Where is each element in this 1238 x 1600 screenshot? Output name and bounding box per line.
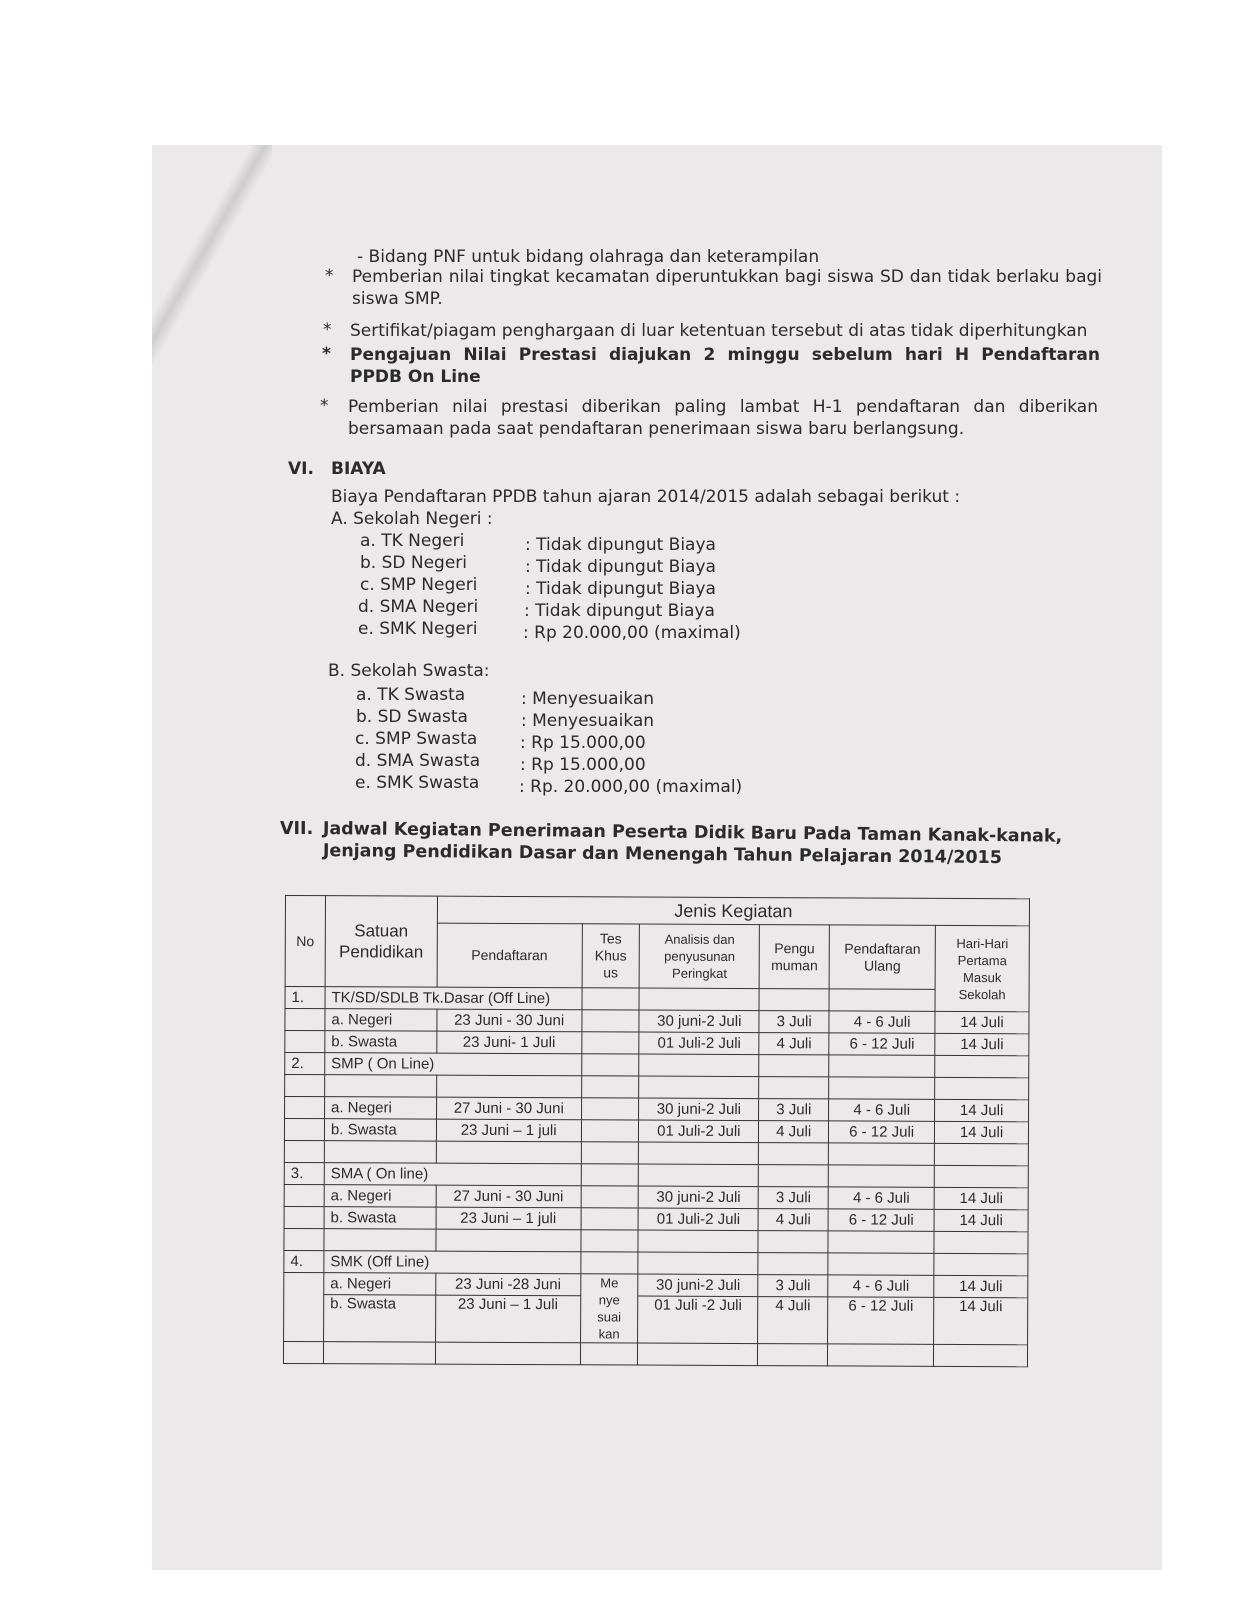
note-sertifikat: Sertifikat/piagam penghargaan di luar ketentuan tersebut di atas tidak diperhitungkan [350,321,1088,341]
negeri-label: d. SMA Negeri [358,597,479,617]
row-pengumuman: 4 Juli [759,1033,829,1055]
group-name: SMA ( On line) [324,1163,581,1186]
swasta-label: c. SMP Swasta [355,729,478,749]
row-pendaftaran: 23 Juni – 1 Juli [435,1295,580,1343]
note-pengajuan: Pengajuan Nilai Prestasi diajukan 2 minggu sebelum hari H Pendaftaran PPDB On Line [350,345,1100,387]
swasta-value: : Rp. 20.000,00 (maximal) [519,777,743,797]
section-number: VI. [288,459,314,479]
row-name: b. Swasta [323,1295,435,1342]
swasta-value: : Menyesuaikan [521,711,655,731]
row-pendaftaran: 27 Juni - 30 Juni [436,1185,581,1208]
table-row-spacer [285,1075,1029,1100]
table-row [284,1250,1028,1275]
header-no: No [285,896,325,987]
row-name: a. Negeri [324,1185,436,1207]
row-analisis: 01 Juli -2 Juli [638,1296,758,1344]
bullet-marker: * [320,396,329,416]
row-pendaftaran: 23 Juni - 30 Juni [437,1009,582,1032]
sekolah-negeri-title: A. Sekolah Negeri : [331,509,493,529]
table-row-spacer [284,1228,1028,1253]
row-name: b. Swasta [324,1207,436,1229]
row-masuk: 14 Juli [934,1297,1028,1344]
row-ulang: 4 - 6 Juli [829,1011,935,1033]
row-masuk: 14 Juli [935,1099,1029,1121]
swasta-label: a. TK Swasta [356,685,466,705]
negeri-label: c. SMP Negeri [360,575,478,595]
row-name: a. Negeri [325,1009,437,1031]
negeri-value: : Tidak dipungut Biaya [524,601,715,621]
row-pengumuman: 3 Juli [758,1275,828,1297]
negeri-value: : Tidak dipungut Biaya [525,579,716,599]
row-pendaftaran: 23 Juni – 1 juli [436,1207,581,1230]
negeri-value: : Tidak dipungut Biaya [525,535,716,555]
row-name: b. Swasta [324,1119,436,1141]
row-analisis: 30 juni-2 Juli [639,1186,759,1209]
negeri-value: : Rp 20.000,00 (maximal) [523,623,741,643]
table-row [285,1053,1029,1078]
header-pendaftaran: Pendaftaran [437,923,582,988]
row-pengumuman: 4 Juli [758,1209,828,1231]
group-name: SMK (Off Line) [324,1251,581,1274]
row-pengumuman: 4 Juli [758,1297,828,1344]
table-row [285,1031,1029,1056]
row-masuk: 14 Juli [935,1011,1029,1033]
row-pendaftaran: 23 Juni- 1 Juli [437,1031,582,1054]
row-pendaftaran: 23 Juni – 1 juli [436,1119,581,1142]
biaya-intro: Biaya Pendaftaran PPDB tahun ajaran 2014/2015 adalah sebagai berikut : [331,487,961,507]
section-title-jadwal-line2: Jenjang Pendidikan Dasar dan Menengah Tahun Pelajaran 2014/2015 [322,840,1003,869]
group-number: 1. [285,987,325,1009]
swasta-value: : Rp 15.000,00 [520,755,646,775]
note-pemberian: Pemberian nilai prestasi diberikan paling lambat H-1 pendaftaran dan diberikan bersamaan pada saat pendaftaran penerimaan siswa baru berlangsung. [348,397,1098,439]
row-analisis: 01 Juli-2 Juli [639,1032,759,1055]
row-masuk: 14 Juli [934,1275,1028,1297]
row-name: a. Negeri [324,1097,436,1119]
swasta-label: b. SD Swasta [356,707,468,727]
table-row [284,1206,1028,1231]
row-pendaftaran: 27 Juni - 30 Juni [436,1097,581,1120]
table-row [284,1272,1028,1297]
table-row [284,1162,1028,1187]
section-title-jadwal-line1: Jadwal Kegiatan Penerimaan Peserta Didik Baru Pada Taman Kanak-kanak, [322,818,1063,847]
row-ulang: 4 - 6 Juli [828,1187,934,1209]
header-pendaftaran-ulang: Pendaftaran Ulang [829,925,935,989]
header-analisis: Analisis dan penyusunan Peringkat [640,924,760,989]
section-number: VII. [280,819,314,839]
negeri-value: : Tidak dipungut Biaya [525,557,716,577]
group-number: 2. [285,1053,325,1075]
row-ulang: 6 - 12 Juli [829,1121,935,1143]
row-analisis: 30 juni-2 Juli [639,1098,759,1121]
table-row-spacer [284,1140,1028,1165]
row-masuk: 14 Juli [935,1033,1029,1055]
table-row [285,987,1029,1012]
table-row [284,1184,1028,1209]
jadwal-table [283,895,1030,1367]
bullet-marker: * [323,320,332,340]
row-ulang: 6 - 12 Juli [828,1297,934,1344]
table-row [284,1294,1028,1308]
row-ulang: 4 - 6 Juli [829,1099,935,1121]
header-hari-masuk: Hari-Hari Pertama Masuk Sekolah [935,925,1029,1011]
row-masuk: 14 Juli [935,1121,1029,1143]
section-title-biaya: BIAYA [331,459,386,479]
row-pengumuman: 3 Juli [759,1099,829,1121]
group-number: 3. [284,1162,324,1184]
row-analisis: 01 Juli-2 Juli [639,1208,759,1231]
row-ulang: 4 - 6 Juli [828,1275,934,1297]
row-ulang: 6 - 12 Juli [828,1209,934,1231]
group-name: TK/SD/SDLB Tk.Dasar (Off Line) [325,987,582,1010]
table-row [285,1097,1029,1122]
negeri-label: e. SMK Negeri [358,619,478,639]
row-pengumuman: 4 Juli [759,1121,829,1143]
row-pendaftaran: 23 Juni -28 Juni [436,1273,581,1296]
row-pengumuman: 3 Juli [758,1187,828,1209]
row-name: b. Swasta [325,1031,437,1053]
swasta-label: e. SMK Swasta [355,773,480,793]
sekolah-swasta-title: B. Sekolah Swasta: [328,661,490,681]
group-name: SMP ( On Line) [325,1053,582,1076]
row-analisis: 30 juni-2 Juli [638,1274,758,1297]
row-name: a. Negeri [324,1273,436,1295]
bullet-marker: * [325,266,334,286]
note-kecamatan: Pemberian nilai tingkat kecamatan diperuntukkan bagi siswa SD dan tidak berlaku bagi siswa SMP. [352,267,1102,309]
table-row-spacer [283,1341,1027,1366]
swasta-label: d. SMA Swasta [355,751,481,771]
swasta-value: : Menyesuaikan [521,689,655,709]
bullet-marker: * [322,344,331,364]
negeri-label: b. SD Negeri [360,553,468,573]
swasta-value: : Rp 15.000,00 [520,733,646,753]
row-masuk: 14 Juli [934,1209,1028,1231]
note-line-pnf: - Bidang PNF untuk bidang olahraga dan keterampilan [357,247,820,267]
negeri-label: a. TK Negeri [360,531,465,551]
row-pengumuman: 3 Juli [759,1011,829,1033]
table-row [285,1009,1029,1034]
row-masuk: 14 Juli [934,1187,1028,1209]
row-analisis: 30 juni-2 Juli [639,1010,759,1033]
group-number: 4. [284,1250,324,1272]
header-jenis-kegiatan: Jenis Kegiatan [437,896,1029,926]
header-satuan: Satuan Pendidikan [325,896,437,987]
row-analisis: 01 Juli-2 Juli [639,1120,759,1143]
tes-khusus-menyesuaikan: Me nye suai kan [580,1274,638,1343]
header-pengumuman: Pengu muman [759,925,829,989]
row-ulang: 6 - 12 Juli [829,1033,935,1055]
table-row [284,1119,1028,1144]
header-tes-khusus: Tes Khus us [582,924,640,988]
